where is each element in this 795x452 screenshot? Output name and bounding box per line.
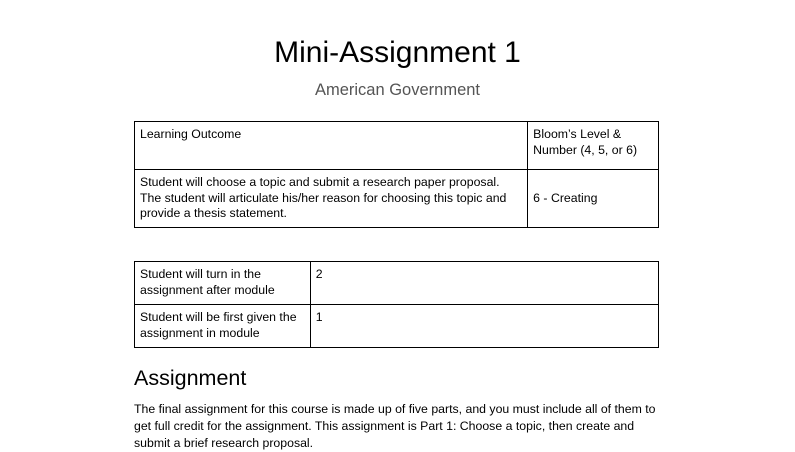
assignment-heading: Assignment bbox=[134, 366, 247, 390]
given-module-value: 1 bbox=[310, 305, 658, 348]
learning-outcome-header: Learning Outcome bbox=[135, 122, 528, 170]
learning-outcome-cell: Student will choose a topic and submit a research paper proposal. The student will articulate his/her reason for choosing this topic and provide a thesis statement. bbox=[135, 170, 528, 228]
assignment-body-text: The final assignment for this course is made up of five parts, and you must include all of them to get full credit for the assignment. This assignment is Part 1: Choose a topic, then create and submit a brief research proposal. bbox=[134, 402, 656, 450]
module-table bbox=[134, 261, 659, 348]
blooms-level-cell: 6 - Creating bbox=[528, 170, 659, 228]
turn-in-module-value: 2 bbox=[310, 262, 658, 305]
given-module-label: Student will be first given the assignment in module bbox=[135, 305, 311, 348]
table-row bbox=[135, 305, 659, 348]
learning-outcome-table bbox=[134, 121, 659, 228]
document-subtitle: American Government bbox=[314, 81, 481, 99]
document-title: Mini-Assignment 1 bbox=[274, 36, 521, 69]
table-row bbox=[135, 170, 659, 228]
table-row bbox=[135, 262, 659, 305]
blooms-level-header: Bloom’s Level & Number (4, 5, or 6) bbox=[528, 122, 659, 170]
turn-in-module-label: Student will turn in the assignment after module bbox=[135, 262, 311, 305]
table-header-row bbox=[135, 122, 659, 170]
